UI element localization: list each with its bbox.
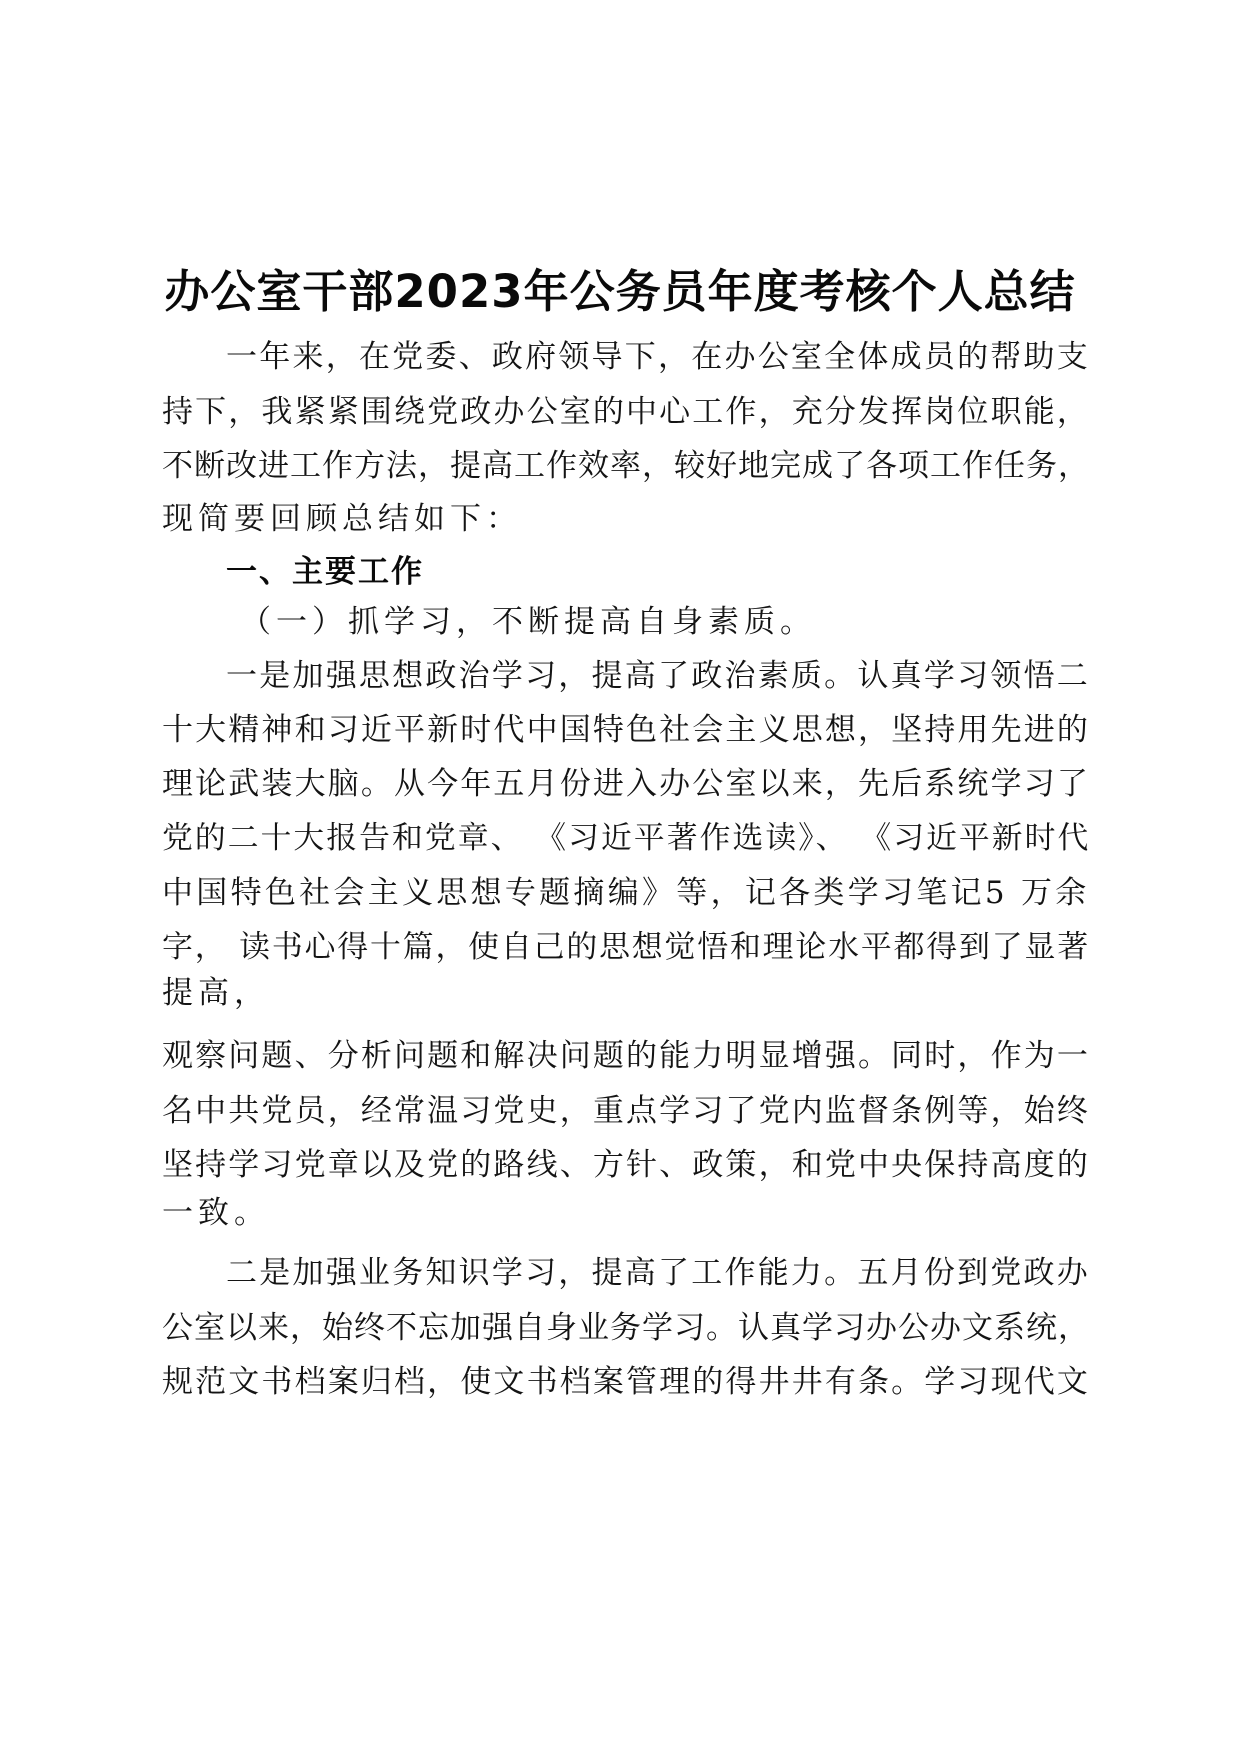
- body-line: 十大精神和习近平新时代中国特色社会主义思想，坚持用先进的: [162, 712, 1090, 748]
- intro-line: 现简要回顾总结如下：: [162, 501, 522, 537]
- body-line: 坚持学习党章以及党的路线、方针、政策，和党中央保持高度的: [162, 1147, 1090, 1183]
- intro-line: 持下，我紧紧围绕党政办公室的中心工作，充分发挥岗位职能，: [162, 394, 1090, 430]
- body-line: 一是加强思想政治学习，提高了政治素质。认真学习领悟二: [226, 658, 1090, 694]
- intro-line: 不断改进工作方法，提高工作效率，较好地完成了各项工作任务，: [162, 448, 1090, 484]
- body-line: 规范文书档案归档，使文书档案管理的得井井有条。学习现代文: [162, 1364, 1090, 1400]
- body-line: 二是加强业务知识学习，提高了工作能力。五月份到党政办: [226, 1255, 1090, 1291]
- body-line: 党的二十大报告和党章、 《习近平著作选读》、 《习近平新时代: [162, 820, 1091, 856]
- intro-line: 一年来，在党委、政府领导下，在办公室全体成员的帮助支: [226, 339, 1090, 375]
- body-line: 公室以来，始终不忘加强自身业务学习。认真学习办公办文系统，: [162, 1310, 1090, 1346]
- body-line: 字， 读书心得十篇，使自己的思想觉悟和理论水平都得到了显著: [162, 929, 1090, 965]
- section-heading: 一、主要工作: [226, 554, 424, 590]
- subsection-heading: （一）抓学习，不断提高自身素质。: [240, 604, 816, 640]
- body-line: 理论武装大脑。从今年五月份进入办公室以来，先后系统学习了: [162, 766, 1090, 802]
- body-line: 一致。: [162, 1195, 270, 1231]
- body-line: 提高，: [162, 975, 270, 1011]
- body-line: 中国特色社会主义思想专题摘编》等，记各类学习笔记5 万余: [162, 875, 1090, 911]
- body-line: 名中共党员，经常温习党史，重点学习了党内监督条例等，始终: [162, 1093, 1090, 1129]
- body-line: 观察问题、分析问题和解决问题的能力明显增强。同时，作为一: [162, 1038, 1090, 1074]
- document-title: 办公室干部2023年公务员年度考核个人总结: [164, 265, 1076, 318]
